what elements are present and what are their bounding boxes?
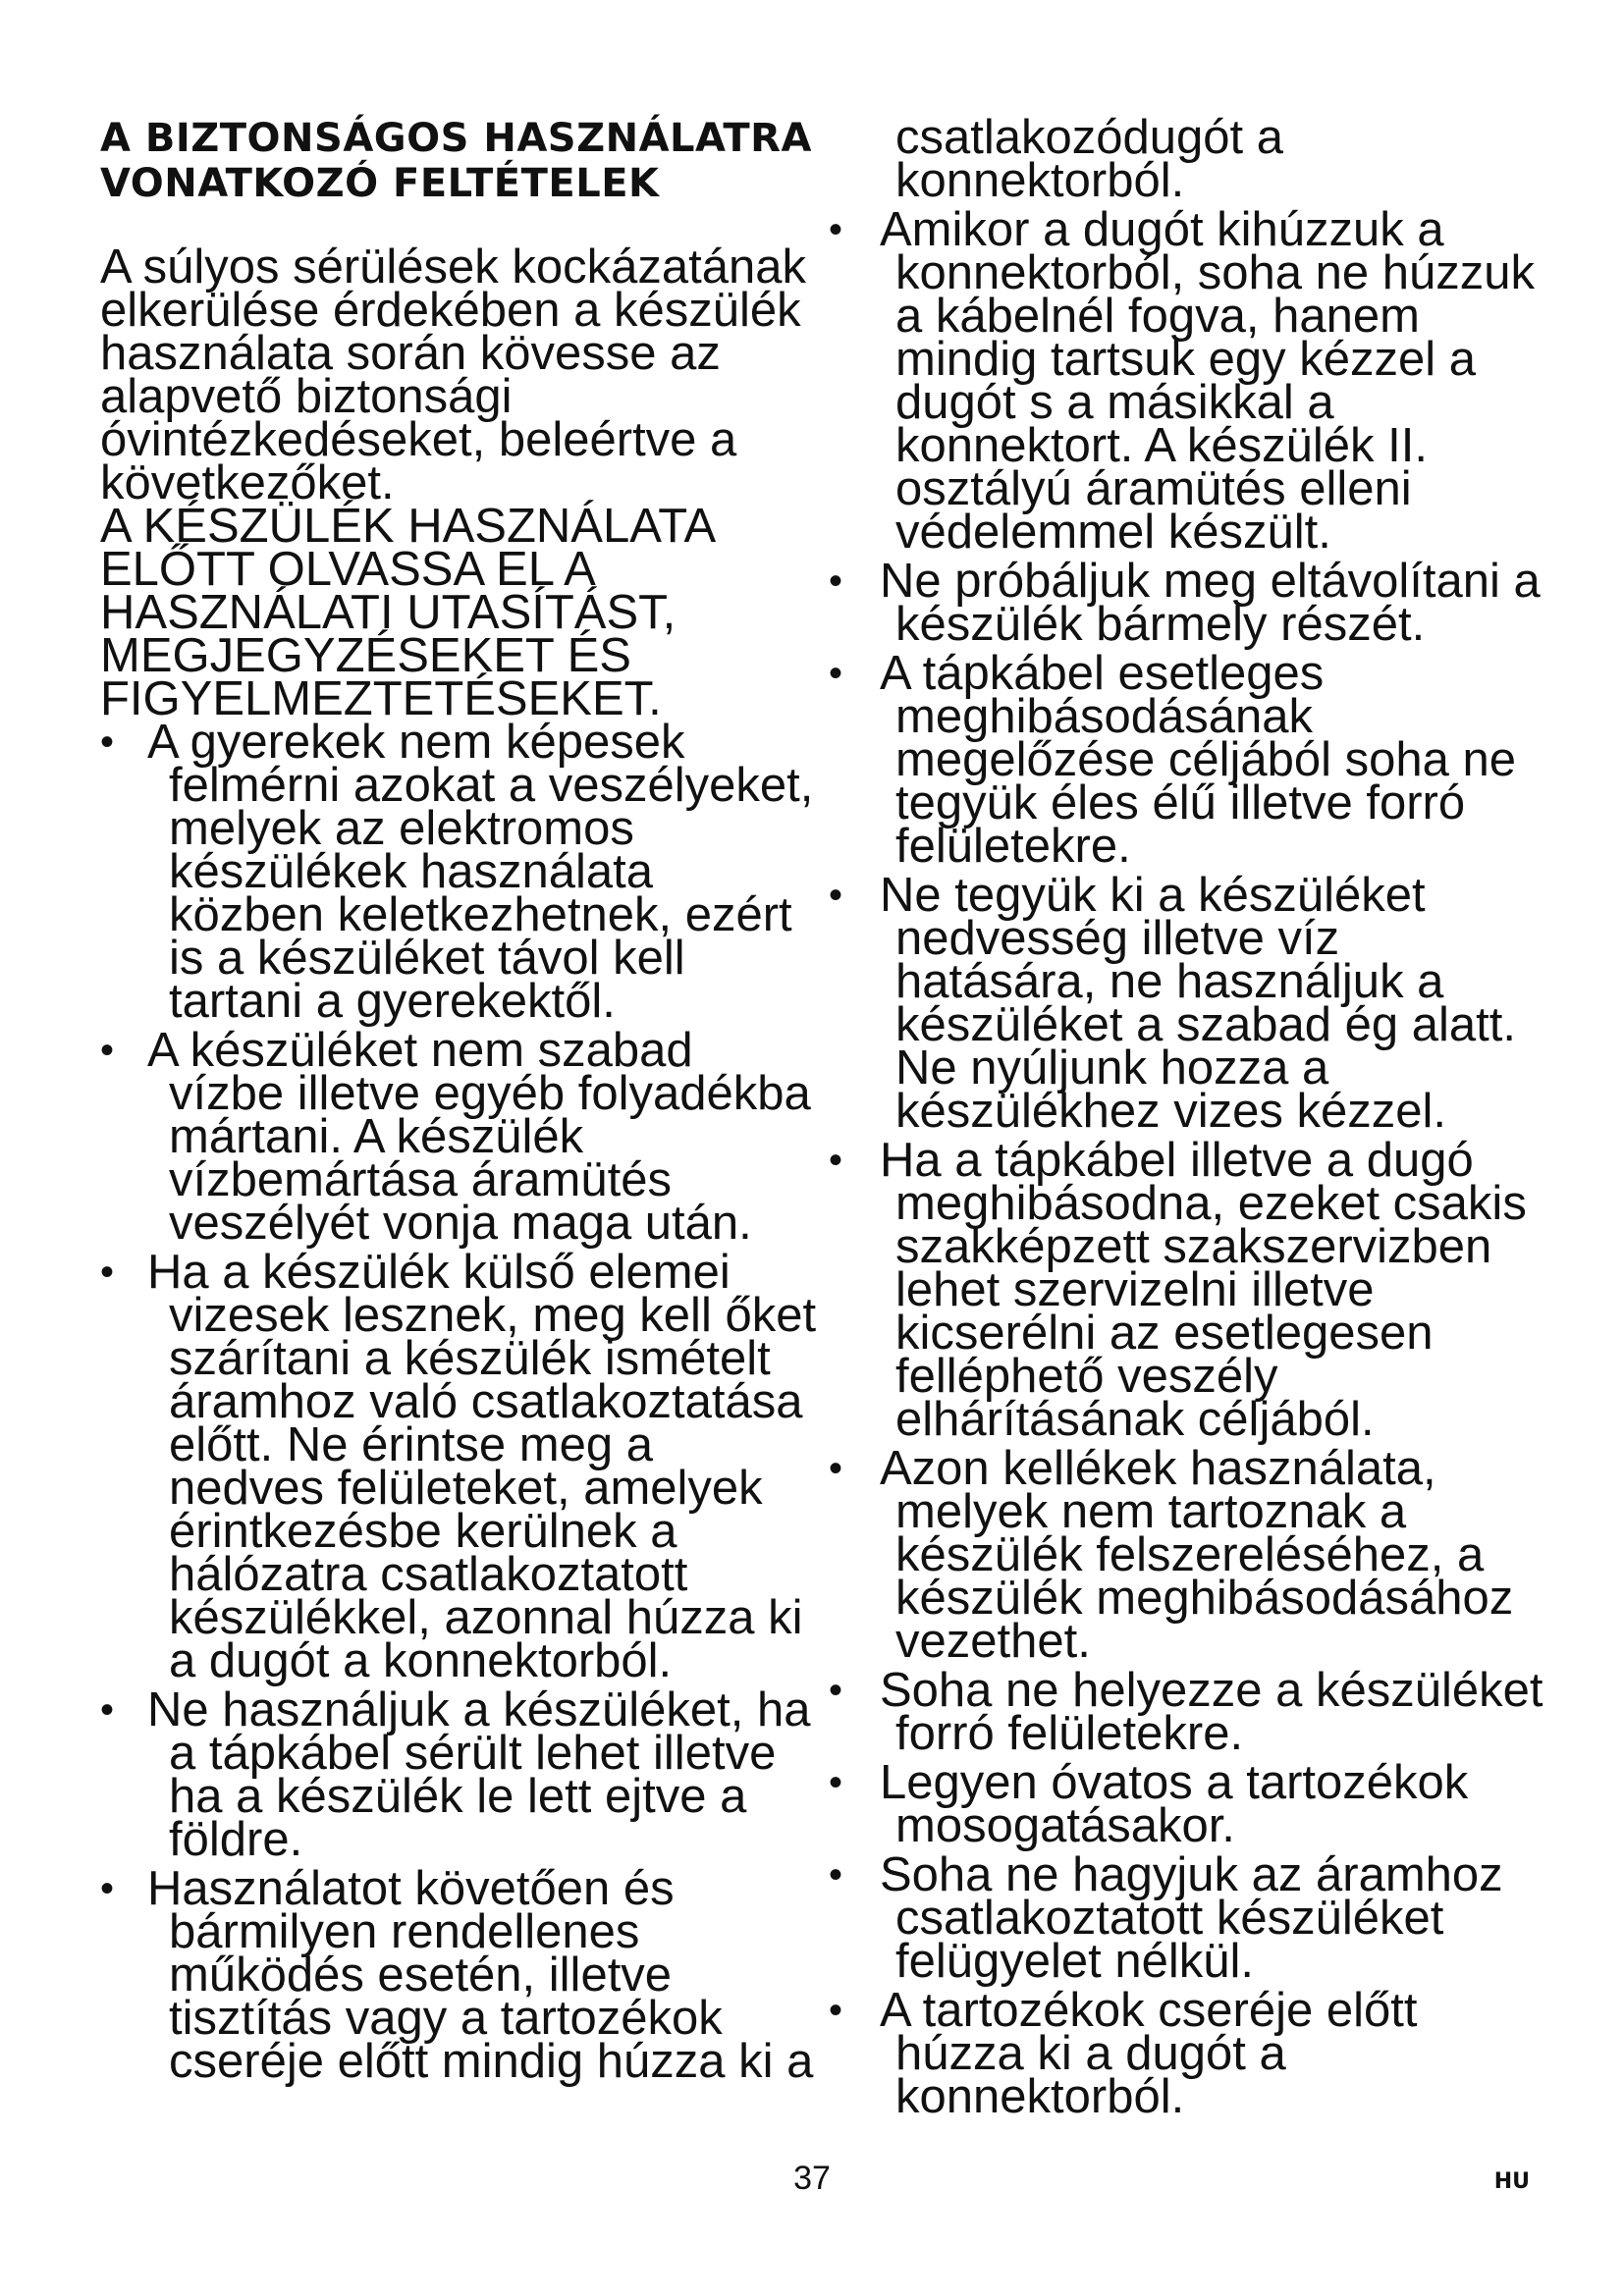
list-item-text: Ha a készülék külső elemei vizesek lesznek, meg kell őket szárítani a készülék ismételt áramhoz való csatlakoztatása előtt. Ne érintse meg a nedves felületeket, amelyek érintkezésbe kerülnek a hálózatra csatlakoztatott készülékkel, azonnal húzza ki a dugót a konnektorból. [147,1246,817,1687]
bullet-icon: • [829,1853,843,1896]
left-column [100,116,817,2089]
list-item [100,1024,817,1250]
list-item-text: Ne tegyük ki a készüléket nedvesség illetve víz hatására, ne használjuk a készüléket a szabad ég alatt. Ne nyúljunk hozza a készülékhez vizes kézzel. [880,869,1516,1138]
bullet-icon: • [829,1989,843,2032]
section-heading: A BIZTONSÁGOS HASZNÁLATRA VONATKOZÓ FELTÉTELEK [100,116,812,206]
page-number: 37 [793,2160,831,2197]
list-item [829,869,1551,1138]
list-item-text: A gyerekek nem képesek felmérni azokat a veszélyeket, melyek az elektromos készülékek használata közben keletkezhetnek, ezért is a készüléket távol kell tartani a gyerekektől. [147,716,814,1028]
bullet-icon: • [100,1688,115,1732]
bullet-icon: • [829,1139,843,1182]
bullet-icon: • [100,1029,115,1072]
list-item-text: Legyen óvatos a tartozékok mosogatásakor. [880,1756,1469,1852]
bullet-icon: • [829,1669,843,1712]
list-item-text: Ne használjuk a készüléket, ha a tápkábel sérült lehet illetve ha a készülék le lett ejtve a földre. [147,1683,811,1866]
list-item [829,1756,1551,1852]
bullet-icon: • [100,1251,115,1294]
bullet-icon: • [100,1867,115,1910]
right-column [829,111,1551,2124]
list-item [829,647,1551,873]
list-item-text: A tápkábel esetleges meghibásodásának megelőzése céljából soha ne tegyük éles élű illetve forró felületekre. [880,647,1516,873]
list-item [100,1683,817,1866]
list-item [100,1246,817,1687]
list-item [829,1134,1551,1446]
list-item [829,555,1551,651]
warning-paragraph: A KÉSZÜLÉK HASZNÁLATA ELŐTT OLVASSA EL A HASZNÁLATI UTASÍTÁST, MEGJEGYZÉSEKET ÉS FIGYELMEZTETÉSEKET. [100,500,714,725]
list-item-text: A készüléket nem szabad vízbe illetve egyéb folyadékba mártani. A készülék vízbemártása áramütés veszélyét vonja maga után. [147,1024,811,1250]
list-item-text: Soha ne hagyjuk az áramhoz csatlakoztatott készüléket felügyelet nélkül. [880,1848,1503,1988]
list-item-text: Használatot követően és bármilyen rendellenes működés esetén, illetve tisztítás vagy a tartozékok cseréje előtt mindig húzza ki a [147,1862,814,2088]
left-bullet-list [100,716,817,2088]
bullet-icon: • [829,1761,843,1804]
intro-paragraph: A súlyos sérülések kockázatának elkerülése érdekében a készülék használata során kövesse az alapvető biztonsági óvintézkedéseket, beleértve a következőket. [100,240,807,509]
continued-text: csatlakozódugót a konnektorból. [895,111,1283,207]
bullet-icon: • [829,208,843,251]
right-bullet-list [829,203,1551,2123]
language-code: HU [1493,2169,1530,2194]
bullet-icon: • [829,874,843,917]
list-item [829,1442,1551,1668]
list-item [829,1664,1551,1760]
bullet-icon: • [829,560,843,603]
list-item-text: Ne próbáljuk meg eltávolítani a készülék bármely részét. [880,555,1541,651]
list-item [829,1848,1551,1988]
list-item [100,1862,817,2088]
list-item-text: Soha ne helyezze a készüléket forró felületekre. [880,1664,1543,1760]
list-item-text: Azon kellékek használata, melyek nem tartoznak a készülék felszereléséhez, a készülék meghibásodásához vezethet. [880,1442,1514,1668]
list-item [829,203,1551,559]
bullet-icon: • [829,1447,843,1490]
list-item-text: A tartozékok cseréje előtt húzza ki a dugót a konnektorból. [880,1984,1418,2123]
bullet-icon: • [829,652,843,695]
list-item [829,1984,1551,2123]
list-item [100,716,817,1028]
list-item-text: Amikor a dugót kihúzzuk a konnektorból, soha ne húzzuk a kábelnél fogva, hanem mindig tartsuk egy kézzel a dugót s a másikkal a konnektort. A készülék II. osztályú áramütés elleni védelemmel készült. [880,203,1536,559]
bullet-icon: • [100,721,115,764]
list-item-text: Ha a tápkábel illetve a dugó meghibásodna, ezeket csakis szakképzett szakszervizben lehet szervizelni illetve kicserélni az esetlegesen felléphető veszély elhárításának céljából. [880,1134,1527,1446]
